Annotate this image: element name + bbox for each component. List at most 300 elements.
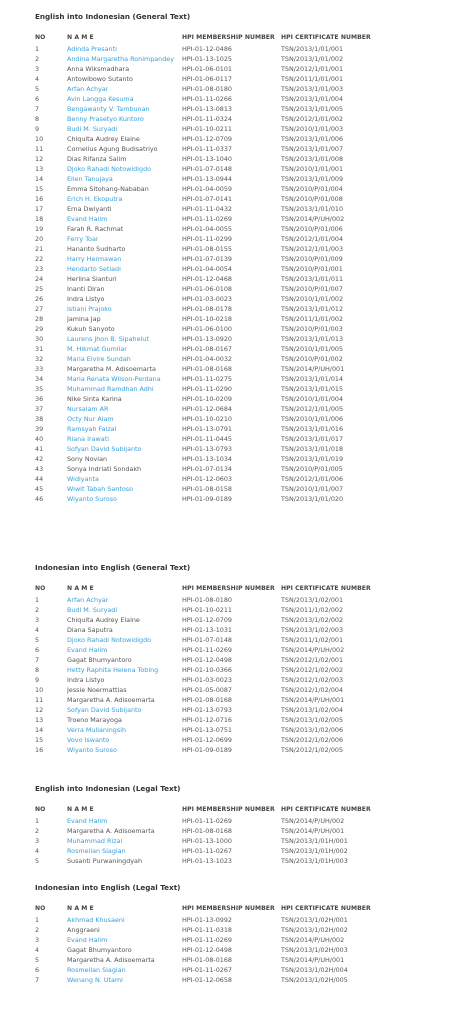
translator-name: Farah R. Rachmat	[67, 225, 124, 233]
table-row	[0, 474, 450, 484]
certificate-number: TSN/2013/1/01/019	[281, 455, 344, 463]
certificate-number: TSN/2014/P/UH/002	[281, 646, 345, 654]
membership-number: HPI-01-08-0155	[182, 245, 232, 253]
row-number: 25	[35, 285, 44, 293]
col-header-name: N A M E	[67, 585, 94, 592]
translator-name-link[interactable]: Verra Mulianingsih	[67, 726, 127, 734]
certificate-number: TSN/2010/P/01/004	[281, 185, 343, 193]
membership-number: HPI-01-10-0366	[182, 666, 232, 674]
row-number: 9	[35, 125, 40, 133]
membership-number: HPI-01-04-0055	[182, 225, 232, 233]
certificate-number: TSN/2013/1/01/014	[281, 375, 344, 383]
translator-name: Cornelius Agung Budisatriyo	[67, 145, 158, 153]
translator-name-link[interactable]: Maria Elvire Sundah	[67, 355, 131, 363]
table-row	[0, 595, 450, 605]
table-row	[0, 836, 450, 846]
table-row	[0, 244, 450, 254]
translator-name-link[interactable]: M. Hikmat Gumilar	[67, 345, 127, 353]
row-number: 23	[35, 265, 44, 273]
table-row	[0, 204, 450, 214]
certificate-number: TSN/2010/1/01/003	[281, 125, 344, 133]
table-row	[0, 685, 450, 695]
certificate-number: TSN/2013/1/01/007	[281, 145, 344, 153]
section-title: English into Indonesian (General Text)	[35, 12, 191, 21]
membership-number: HPI-01-10-0209	[182, 395, 232, 403]
row-number: 17	[35, 205, 44, 213]
membership-number: HPI-01-13-0751	[182, 726, 232, 734]
table-row	[0, 605, 450, 615]
table-row	[0, 645, 450, 655]
membership-number: HPI-01-11-0269	[182, 936, 232, 944]
certificate-number: TSN/2013/1/01/015	[281, 385, 344, 393]
membership-number: HPI-01-04-0032	[182, 355, 232, 363]
translator-name-link[interactable]: Harry Hermawan	[67, 255, 122, 263]
row-number: 9	[35, 676, 40, 684]
table-row	[0, 745, 450, 755]
table-row	[0, 404, 450, 414]
table-row	[0, 394, 450, 404]
row-number: 46	[35, 495, 44, 503]
row-number: 16	[35, 195, 44, 203]
certificate-number: TSN/2012/1/01/003	[281, 245, 344, 253]
translator-name-link[interactable]: Bengawanty V. Tambunan	[67, 105, 150, 113]
row-number: 6	[35, 95, 40, 103]
row-number: 2	[35, 827, 40, 835]
certificate-number: TSN/2010/1/01/004	[281, 395, 344, 403]
translator-name-link[interactable]: Evand Halim	[67, 936, 108, 944]
table-row	[0, 354, 450, 364]
membership-number: HPI-01-06-0101	[182, 65, 232, 73]
certificate-number: TSN/2011/1/02/002	[281, 606, 344, 614]
certificate-number: TSN/2013/1/01/008	[281, 155, 344, 163]
translator-name-link[interactable]: Vovo Iswanto	[67, 736, 110, 744]
translator-name-link[interactable]: Djoko Rahadi Notowidigdo	[67, 636, 152, 644]
table-row	[0, 705, 450, 715]
membership-number: HPI-01-11-0267	[182, 966, 232, 974]
membership-number: HPI-01-13-0920	[182, 335, 232, 343]
membership-number: HPI-01-10-0211	[182, 606, 232, 614]
row-number: 39	[35, 425, 44, 433]
membership-number: HPI-01-11-0318	[182, 926, 232, 934]
row-number: 16	[35, 746, 44, 754]
certificate-number: TSN/2013/1/01/004	[281, 95, 344, 103]
translator-name-link[interactable]: Wiyanto Suroso	[67, 746, 117, 754]
certificate-number: TSN/2013/1/02/003	[281, 626, 344, 634]
row-number: 14	[35, 726, 44, 734]
table-row	[0, 314, 450, 324]
certificate-number: TSN/2010/P/01/006	[281, 225, 343, 233]
row-number: 24	[35, 275, 44, 283]
translator-name-link[interactable]: Avin Langga Kesuma	[67, 95, 134, 103]
table-row	[0, 94, 450, 104]
row-number: 10	[35, 686, 44, 694]
row-number: 3	[35, 936, 40, 944]
translator-name-link[interactable]: Hetty Raphita Helena Tobing	[67, 666, 159, 674]
certificate-number: TSN/2012/1/01/005	[281, 405, 344, 413]
membership-number: HPI-01-08-0180	[182, 596, 232, 604]
row-number: 11	[35, 696, 44, 704]
translator-name-link[interactable]: Arfan Achyar	[67, 85, 109, 93]
translator-name-link[interactable]: Maria Renata Wilson-Perdana	[67, 375, 161, 383]
membership-number: HPI-01-12-0709	[182, 135, 232, 143]
translator-name-link[interactable]: Wiyanto Suroso	[67, 495, 117, 503]
row-number: 5	[35, 636, 40, 644]
membership-number: HPI-01-11-0275	[182, 375, 232, 383]
translator-name: Chiquita Audrey Elaine	[67, 616, 140, 624]
col-header-certificate: HPI CERTIFICATE NUMBER	[281, 905, 371, 912]
row-number: 6	[35, 966, 40, 974]
row-number: 30	[35, 335, 44, 343]
table-row	[0, 374, 450, 384]
table-row	[0, 975, 450, 985]
row-number: 4	[35, 946, 40, 954]
membership-number: HPI-01-09-0189	[182, 746, 232, 754]
row-number: 27	[35, 305, 44, 313]
membership-number: HPI-01-13-0793	[182, 706, 232, 714]
table-row	[0, 635, 450, 645]
translator-name-link[interactable]: Erich H. Ekoputra	[67, 195, 123, 203]
certificate-number: TSN/2010/1/01/005	[281, 345, 344, 353]
table-header	[0, 34, 450, 44]
table-row	[0, 44, 450, 54]
membership-number: HPI-01-04-0059	[182, 185, 232, 193]
translator-name-link[interactable]: Rosmeilan Siagian	[67, 966, 126, 974]
row-number: 5	[35, 857, 40, 865]
certificate-number: TSN/2014/P/UH/002	[281, 817, 345, 825]
certificate-number: TSN/2010/1/01/002	[281, 295, 344, 303]
table-row	[0, 64, 450, 74]
certificate-number: TSN/2012/1/02/004	[281, 686, 344, 694]
membership-number: HPI-01-13-1000	[182, 837, 232, 845]
translator-name-link[interactable]: Akhmad Khusaeni	[67, 916, 125, 924]
row-number: 44	[35, 475, 44, 483]
certificate-number: TSN/2013/1/01/012	[281, 305, 344, 313]
table-row	[0, 444, 450, 454]
table-row	[0, 725, 450, 735]
certificate-number: TSN/2012/1/02/002	[281, 666, 344, 674]
translator-name: Erna Dwiyanti	[67, 205, 112, 213]
table-row	[0, 104, 450, 114]
membership-number: HPI-01-11-0445	[182, 435, 232, 443]
certificate-number: TSN/2013/1/02H/001	[281, 916, 348, 924]
table-row	[0, 164, 450, 174]
membership-number: HPI-01-04-0054	[182, 265, 232, 273]
membership-number: HPI-01-08-0168	[182, 365, 232, 373]
translator-name-link[interactable]: Octy Nur Alam	[67, 415, 114, 423]
translator-name-link[interactable]: Muhammad Rizal	[67, 837, 123, 845]
membership-number: HPI-01-13-0813	[182, 105, 232, 113]
translator-name-link[interactable]: Riana Irawati	[67, 435, 109, 443]
certificate-number: TSN/2013/1/02/001	[281, 596, 344, 604]
membership-number: HPI-01-12-0658	[182, 976, 232, 984]
membership-number: HPI-01-08-0180	[182, 85, 232, 93]
certificate-number: TSN/2013/1/02/004	[281, 706, 344, 714]
membership-number: HPI-01-11-0266	[182, 95, 232, 103]
translator-name-link[interactable]: Ramsyah Faizal	[67, 425, 117, 433]
certificate-number: TSN/2014/P/UH/001	[281, 956, 345, 964]
table-header	[0, 806, 450, 816]
table-row	[0, 434, 450, 444]
table-row	[0, 665, 450, 675]
translator-name-link[interactable]: Benny Prasetyo Kuntoro	[67, 115, 144, 123]
translator-name-link[interactable]: Djoko Rahadi Notowidigdo	[67, 165, 152, 173]
translator-name-link[interactable]: Andina Margaretha Ronimpandey	[67, 55, 174, 63]
table-row	[0, 955, 450, 965]
table-row	[0, 294, 450, 304]
certificate-number: TSN/2012/1/02/006	[281, 736, 344, 744]
membership-number: HPI-01-13-1034	[182, 455, 232, 463]
row-number: 21	[35, 245, 44, 253]
col-header-name: N A M E	[67, 34, 94, 41]
table-row	[0, 695, 450, 705]
certificate-number: TSN/2013/1/02/005	[281, 716, 344, 724]
row-number: 43	[35, 465, 44, 473]
row-number: 3	[35, 616, 40, 624]
table-row	[0, 384, 450, 394]
table-row	[0, 675, 450, 685]
translator-name-link[interactable]: Budi M. Suryadi	[67, 125, 118, 133]
translator-name: Indra Listyo	[67, 295, 105, 303]
row-number: 35	[35, 385, 44, 393]
row-number: 12	[35, 706, 44, 714]
certificate-number: TSN/2013/1/01/003	[281, 85, 344, 93]
table-row	[0, 625, 450, 635]
translator-name-link[interactable]: Sofyan David Subijanto	[67, 445, 142, 453]
membership-number: HPI-01-07-0148	[182, 165, 232, 173]
table-row	[0, 344, 450, 354]
row-number: 3	[35, 65, 40, 73]
membership-number: HPI-01-12-0486	[182, 45, 232, 53]
certificate-number: TSN/2013/1/01/009	[281, 175, 344, 183]
row-number: 2	[35, 926, 40, 934]
certificate-number: TSN/2012/1/02/003	[281, 676, 344, 684]
section-title: Indonesian into English (General Text)	[35, 563, 191, 572]
table-row	[0, 334, 450, 344]
table-row	[0, 846, 450, 856]
translator-name-link[interactable]: Muhammad Ramdhan Adhi	[67, 385, 154, 393]
translator-name: Jamina Jap	[67, 315, 101, 323]
table-row	[0, 54, 450, 64]
row-number: 7	[35, 105, 40, 113]
certificate-number: TSN/2013/1/02H/003	[281, 946, 348, 954]
translator-name-link[interactable]: Nursalam AR	[67, 405, 109, 413]
table-row	[0, 284, 450, 294]
translator-name: Sonya Indriati Sondakh	[67, 465, 142, 473]
translator-name: Margaretha M. Adisoemarta	[67, 365, 156, 373]
col-header-membership: HPI MEMBERSHIP NUMBER	[182, 806, 275, 813]
certificate-number: TSN/2013/1/01/005	[281, 105, 344, 113]
row-number: 3	[35, 837, 40, 845]
translator-name-link[interactable]: Laurens Jhon B. Sipahelut	[67, 335, 149, 343]
row-number: 4	[35, 75, 40, 83]
row-number: 14	[35, 175, 44, 183]
translator-name-link[interactable]: Arfan Achyar	[67, 596, 109, 604]
certificate-number: TSN/2012/1/01/001	[281, 65, 344, 73]
table-row	[0, 214, 450, 224]
certificate-number: TSN/2012/1/01/004	[281, 235, 344, 243]
translator-name-link[interactable]: Widiyanta	[67, 475, 99, 483]
membership-number: HPI-01-03-0023	[182, 676, 232, 684]
translator-name: Inanti Diran	[67, 285, 105, 293]
row-number: 36	[35, 395, 44, 403]
table-row	[0, 84, 450, 94]
row-number: 40	[35, 435, 44, 443]
table-row	[0, 154, 450, 164]
table-row	[0, 114, 450, 124]
translator-name-link[interactable]: Adinda Presanti	[67, 45, 117, 53]
membership-number: HPI-01-12-0684	[182, 405, 232, 413]
certificate-number: TSN/2010/P/01/001	[281, 265, 343, 273]
row-number: 29	[35, 325, 44, 333]
certificate-number: TSN/2013/1/01/001	[281, 45, 344, 53]
translator-name: Antowibowo Sutanto	[67, 75, 133, 83]
membership-number: HPI-01-11-0324	[182, 115, 232, 123]
membership-number: HPI-01-11-0269	[182, 646, 232, 654]
col-header-name: N A M E	[67, 806, 94, 813]
row-number: 32	[35, 355, 44, 363]
membership-number: HPI-01-11-0269	[182, 215, 232, 223]
certificate-number: TSN/2013/1/01/011	[281, 275, 344, 283]
certificate-number: TSN/2014/P/UH/001	[281, 696, 345, 704]
row-number: 34	[35, 375, 44, 383]
table-row	[0, 915, 450, 925]
certificate-number: TSN/2014/P/UH/001	[281, 365, 345, 373]
membership-number: HPI-01-12-0716	[182, 716, 232, 724]
row-number: 6	[35, 646, 40, 654]
table-header	[0, 585, 450, 595]
translator-name: Jessie Noermattias	[67, 686, 127, 694]
certificate-number: TSN/2013/1/01H/002	[281, 847, 348, 855]
membership-number: HPI-01-11-0290	[182, 385, 232, 393]
translator-name-link[interactable]: Sofyan David Subijanto	[67, 706, 142, 714]
table-row	[0, 935, 450, 945]
membership-number: HPI-01-12-0709	[182, 616, 232, 624]
membership-number: HPI-01-13-1023	[182, 857, 232, 865]
membership-number: HPI-01-07-0141	[182, 195, 232, 203]
certificate-number: TSN/2011/1/02/001	[281, 636, 344, 644]
certificate-number: TSN/2013/1/01/006	[281, 135, 344, 143]
translator-name-link[interactable]: Hendarto Setiadi	[67, 265, 121, 273]
section-title: Indonesian into English (Legal Text)	[35, 883, 181, 892]
membership-number: HPI-01-07-0148	[182, 636, 232, 644]
translator-name-link[interactable]: Istiani Prajoko	[67, 305, 112, 313]
table-row	[0, 144, 450, 154]
row-number: 1	[35, 45, 40, 53]
translator-name: Sony Novian	[67, 455, 108, 463]
col-header-membership: HPI MEMBERSHIP NUMBER	[182, 585, 275, 592]
table-row	[0, 494, 450, 504]
col-header-membership: HPI MEMBERSHIP NUMBER	[182, 34, 275, 41]
membership-number: HPI-01-06-0108	[182, 285, 232, 293]
translator-name: Kukuh Sanyoto	[67, 325, 115, 333]
certificate-number: TSN/2013/1/01/013	[281, 335, 344, 343]
translator-name: Gagat Bhumyantoro	[67, 946, 132, 954]
certificate-number: TSN/2010/P/01/002	[281, 355, 343, 363]
table-row	[0, 816, 450, 826]
row-number: 10	[35, 135, 44, 143]
translator-name-link[interactable]: Budi M. Suryadi	[67, 606, 118, 614]
table-row	[0, 264, 450, 274]
translator-name: Hananto Sudharto	[67, 245, 126, 253]
certificate-number: TSN/2012/1/02/001	[281, 656, 344, 664]
certificate-number: TSN/2013/1/02/002	[281, 616, 344, 624]
membership-number: HPI-01-13-0791	[182, 425, 232, 433]
translator-name-link[interactable]: Evand Halim	[67, 817, 108, 825]
row-number: 31	[35, 345, 44, 353]
table-row	[0, 274, 450, 284]
row-number: 8	[35, 115, 40, 123]
row-number: 13	[35, 716, 44, 724]
translator-name-link[interactable]: Wiwit Tabah Santoso	[67, 485, 133, 493]
membership-number: HPI-01-13-1031	[182, 626, 232, 634]
translator-name-link[interactable]: Evand Halim	[67, 215, 108, 223]
row-number: 45	[35, 485, 44, 493]
translator-name-link[interactable]: Ellen Tanujaya	[67, 175, 113, 183]
table-row	[0, 184, 450, 194]
table-row	[0, 324, 450, 334]
col-header-no: NO	[35, 806, 46, 813]
certificate-number: TSN/2010/1/01/006	[281, 415, 344, 423]
table-row	[0, 234, 450, 244]
table-row	[0, 615, 450, 625]
certificate-number: TSN/2013/1/01/016	[281, 425, 344, 433]
translator-name: Chiquita Audrey Elaine	[67, 135, 140, 143]
certificate-number: TSN/2014/P/UH/001	[281, 827, 345, 835]
translator-name-link[interactable]: Evand Halim	[67, 646, 108, 654]
table-row	[0, 254, 450, 264]
translator-name-link[interactable]: Ferry Toar	[67, 235, 99, 243]
row-number: 33	[35, 365, 44, 373]
membership-number: HPI-01-08-0168	[182, 827, 232, 835]
col-header-membership: HPI MEMBERSHIP NUMBER	[182, 905, 275, 912]
certificate-number: TSN/2013/1/01/018	[281, 445, 344, 453]
certificate-number: TSN/2013/1/01H/001	[281, 837, 348, 845]
certificate-number: TSN/2010/P/01/003	[281, 325, 343, 333]
table-row	[0, 304, 450, 314]
certificate-number: TSN/2013/1/02H/004	[281, 966, 348, 974]
row-number: 22	[35, 255, 44, 263]
translator-name: Dias Rifanza Salim	[67, 155, 127, 163]
certificate-number: TSN/2013/1/02H/002	[281, 926, 348, 934]
col-header-certificate: HPI CERTIFICATE NUMBER	[281, 806, 371, 813]
table-row	[0, 424, 450, 434]
membership-number: HPI-01-11-0432	[182, 205, 232, 213]
membership-number: HPI-01-10-0211	[182, 125, 232, 133]
row-number: 2	[35, 55, 40, 63]
certificate-number: TSN/2014/P/UH/002	[281, 215, 345, 223]
row-number: 12	[35, 155, 44, 163]
translator-name-link[interactable]: Wenang N. Utami	[67, 976, 123, 984]
certificate-number: TSN/2014/P/UH/002	[281, 936, 345, 944]
membership-number: HPI-01-12-0498	[182, 946, 232, 954]
membership-number: HPI-01-11-0267	[182, 847, 232, 855]
row-number: 5	[35, 85, 40, 93]
certificate-number: TSN/2010/1/01/007	[281, 485, 344, 493]
translator-name: Anggraeni	[67, 926, 100, 934]
membership-number: HPI-01-08-0168	[182, 696, 232, 704]
table-row	[0, 364, 450, 374]
certificate-number: TSN/2013/1/01/002	[281, 55, 344, 63]
translator-name-link[interactable]: Rosmeilan Siagian	[67, 847, 126, 855]
translator-name: Margaretha A. Adisoemarta	[67, 827, 155, 835]
membership-number: HPI-01-09-0189	[182, 495, 232, 503]
membership-number: HPI-01-06-0100	[182, 325, 232, 333]
col-header-name: N A M E	[67, 905, 94, 912]
membership-number: HPI-01-08-0167	[182, 345, 232, 353]
table-row	[0, 655, 450, 665]
row-number: 7	[35, 976, 40, 984]
table-row	[0, 414, 450, 424]
